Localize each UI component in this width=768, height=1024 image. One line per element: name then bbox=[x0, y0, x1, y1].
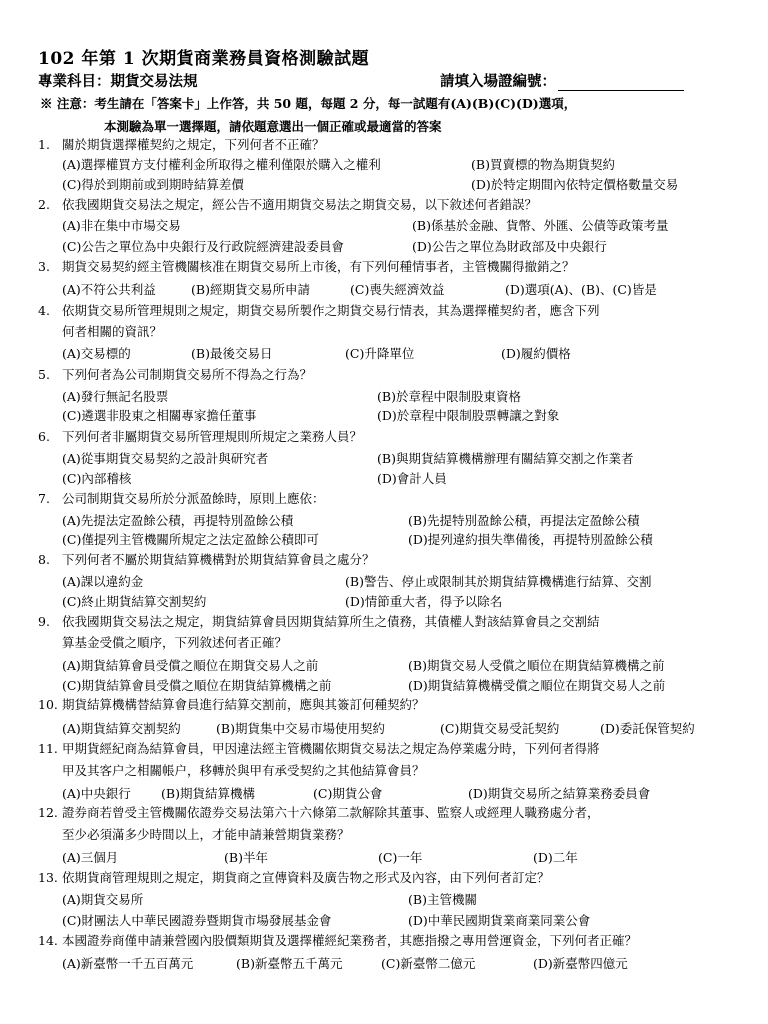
instruction-line-1: ※ 注意：考生請在「答案卡」上作答，共 50 題，每題 2 分，每一試題有(A)(B)(C)(D)選項， bbox=[40, 96, 577, 111]
question-option: (A)從事期貨交易契約之設計與研究者 bbox=[62, 451, 269, 466]
question-option: (C)一年 bbox=[378, 850, 423, 865]
question-stem: 公司制期貨交易所於分派盈餘時，原則上應依： bbox=[62, 491, 325, 506]
question-option: (B)經期貨交易所申請 bbox=[191, 282, 310, 297]
question-option: (B)期貨結算機構 bbox=[161, 786, 255, 801]
question-stem-cont: 何者相關的資訊？ bbox=[62, 324, 163, 339]
question-option: (A)先提法定盈餘公積，再提特別盈餘公積 bbox=[62, 513, 294, 528]
question-option: (D)委託保管契約 bbox=[600, 721, 695, 736]
question-option: (C)僅提列主管機關所規定之法定盈餘公積即可 bbox=[62, 532, 319, 547]
question-option: (D)情節重大者，得予以除名 bbox=[345, 594, 503, 609]
question-stem-cont: 至少必須滿多少時間以上，才能申請兼營期貨業務？ bbox=[62, 827, 350, 842]
question-option: (B)於章程中限制股東資格 bbox=[377, 389, 521, 404]
question-option: (D)於特定期間內依特定價格數量交易 bbox=[471, 177, 679, 192]
question-option: (C)遴選非股東之相關專家擔任董事 bbox=[62, 408, 257, 423]
admission-number-field bbox=[440, 70, 684, 91]
question-option: (C)終止期貨結算交割契約 bbox=[62, 594, 207, 609]
question-number: 3. bbox=[38, 259, 50, 274]
admission-label: 請填入場證編號： bbox=[440, 73, 556, 90]
question-option: (C)升降單位 bbox=[345, 346, 415, 361]
question-option: (D)於章程中限制股票轉讓之對象 bbox=[377, 408, 560, 423]
question-number: 10. bbox=[38, 697, 58, 712]
instruction-line-2: 本測驗為單一選擇題，請依題意選出一個正確或最適當的答案 bbox=[104, 119, 442, 134]
question-option: (B)主管機關 bbox=[408, 892, 477, 907]
admission-blank bbox=[558, 76, 684, 91]
question-stem: 依期貨商管理規則之規定，期貨商之宣傳資料及廣告物之形式及內容，由下列何者訂定？ bbox=[62, 870, 550, 885]
question-option: (D)選項(A)、(B)、(C)皆是 bbox=[505, 282, 657, 297]
question-option: (A)期貨結算會員受償之順位在期貨交易人之前 bbox=[62, 658, 319, 673]
question-stem: 下列何者不屬於期貨結算機構對於期貨結算會員之處分？ bbox=[62, 552, 375, 567]
question-option: (C)期貨公會 bbox=[313, 786, 383, 801]
question-option: (A)非在集中市場交易 bbox=[62, 218, 181, 233]
question-number: 14. bbox=[38, 933, 58, 948]
question-option: (B)買賣標的物為期貨契約 bbox=[471, 157, 615, 172]
question-option: (B)半年 bbox=[224, 850, 268, 865]
question-option: (A)交易標的 bbox=[62, 346, 131, 361]
question-stem: 下列何者為公司制期貨交易所不得為之行為？ bbox=[62, 367, 313, 382]
subject-line: 專業科目：期貨交易法規 bbox=[38, 73, 198, 90]
exam-title: 102 年第 1 次期貨商業務員資格測驗試題 bbox=[38, 49, 370, 69]
question-option: (A)期貨結算交割契約 bbox=[62, 721, 181, 736]
question-option: (B)最後交易日 bbox=[191, 346, 273, 361]
question-option: (B)期貨集中交易市場使用契約 bbox=[216, 721, 385, 736]
question-option: (D)期貨交易所之結算業務委員會 bbox=[468, 786, 651, 801]
question-option: (C)內部稽核 bbox=[62, 471, 132, 486]
question-option: (B)期貨交易人受償之順位在期貨結算機構之前 bbox=[408, 658, 665, 673]
question-stem-cont: 算基金受償之順序，下列敘述何者正確？ bbox=[62, 635, 288, 650]
question-stem: 甲期貨經紀商為結算會員，甲因違法經主管機關依期貨交易法之規定為停業處分時，下列何者得將 bbox=[62, 741, 600, 756]
question-option: (A)期貨交易所 bbox=[62, 892, 144, 907]
question-option: (A)選擇權買方支付權利金所取得之權利僅限於購入之權利 bbox=[62, 157, 381, 172]
question-option: (D)期貨結算機構受償之順位在期貨交易人之前 bbox=[408, 678, 666, 693]
question-option: (B)警告、停止或限制其於期貨結算機構進行結算、交割 bbox=[345, 574, 652, 589]
question-option: (C)得於到期前或到期時結算差價 bbox=[62, 177, 244, 192]
question-number: 6. bbox=[38, 429, 50, 444]
question-option: (B)先提特別盈餘公積，再提法定盈餘公積 bbox=[408, 513, 640, 528]
question-option: (A)課以違約金 bbox=[62, 574, 144, 589]
question-stem: 期貨交易契約經主管機關核准在期貨交易所上市後，有下列何種情事者，主管機關得撤銷之？ bbox=[62, 259, 575, 274]
question-option: (A)新臺幣一千五百萬元 bbox=[62, 956, 194, 971]
question-number: 9. bbox=[38, 614, 50, 629]
question-stem: 依我國期貨交易法之規定，經公告不適用期貨交易法之期貨交易，以下敘述何者錯誤？ bbox=[62, 197, 538, 212]
question-option: (D)會計人員 bbox=[377, 471, 447, 486]
question-option: (D)提列違約損失準備後，再提特別盈餘公積 bbox=[408, 532, 653, 547]
question-stem-cont: 甲及其客户之相關帳户，移轉於與甲有承受契約之其他結算會員？ bbox=[62, 763, 425, 778]
question-option: (B)係基於金融、貨幣、外匯、公債等政策考量 bbox=[412, 218, 669, 233]
question-number: 1. bbox=[38, 137, 50, 152]
question-option: (C)財團法人中華民國證券暨期貨市場發展基金會 bbox=[62, 913, 332, 928]
question-number: 5. bbox=[38, 367, 50, 382]
question-number: 13. bbox=[38, 870, 58, 885]
question-stem: 本國證券商僅申請兼營國內股價類期貨及選擇權經紀業務者，其應指撥之專用營運資金，下列何者正確？ bbox=[62, 933, 638, 948]
question-option: (C)期貨結算會員受償之順位在期貨結算機構之前 bbox=[62, 678, 332, 693]
question-option: (B)新臺幣五千萬元 bbox=[236, 956, 343, 971]
question-stem: 證券商若曾受主管機關依證券交易法第六十六條第二款解除其董事、監察人或經理人職務處分者， bbox=[62, 805, 600, 820]
question-number: 2. bbox=[38, 197, 50, 212]
question-number: 12. bbox=[38, 805, 58, 820]
question-number: 7. bbox=[38, 491, 50, 506]
question-number: 4. bbox=[38, 303, 50, 318]
question-option: (D)履約價格 bbox=[501, 346, 571, 361]
question-option: (A)中央銀行 bbox=[62, 786, 131, 801]
question-number: 11. bbox=[38, 741, 58, 756]
question-option: (A)不符公共利益 bbox=[62, 282, 156, 297]
question-option: (D)中華民國期貨業商業同業公會 bbox=[408, 913, 591, 928]
question-stem: 依期貨交易所管理規則之規定，期貨交易所製作之期貨交易行情表，其為選擇權契約者，應含下列 bbox=[62, 303, 600, 318]
question-number: 8. bbox=[38, 552, 50, 567]
question-option: (B)與期貨結算機構辦理有關結算交割之作業者 bbox=[377, 451, 634, 466]
question-stem: 期貨結算機構替結算會員進行結算交割前，應與其簽訂何種契約？ bbox=[62, 697, 425, 712]
question-stem: 關於期貨選擇權契約之規定，下列何者不正確？ bbox=[62, 137, 325, 152]
question-option: (D)新臺幣四億元 bbox=[533, 956, 628, 971]
question-option: (A)三個月 bbox=[62, 850, 119, 865]
question-option: (C)公告之單位為中央銀行及行政院經濟建設委員會 bbox=[62, 239, 344, 254]
question-stem: 下列何者非屬期貨交易所管理規則所規定之業務人員？ bbox=[62, 429, 363, 444]
question-option: (C)期貨交易受託契約 bbox=[440, 721, 560, 736]
question-option: (D)公告之單位為財政部及中央銀行 bbox=[412, 239, 607, 254]
question-option: (D)二年 bbox=[533, 850, 578, 865]
question-option: (A)發行無記名股票 bbox=[62, 389, 169, 404]
question-stem: 依我國期貨交易法之規定，期貨結算會員因期貨結算所生之債務，其債權人對該結算會員之交割結 bbox=[62, 614, 600, 629]
question-option: (C)喪失經濟效益 bbox=[350, 282, 445, 297]
question-option: (C)新臺幣二億元 bbox=[381, 956, 476, 971]
